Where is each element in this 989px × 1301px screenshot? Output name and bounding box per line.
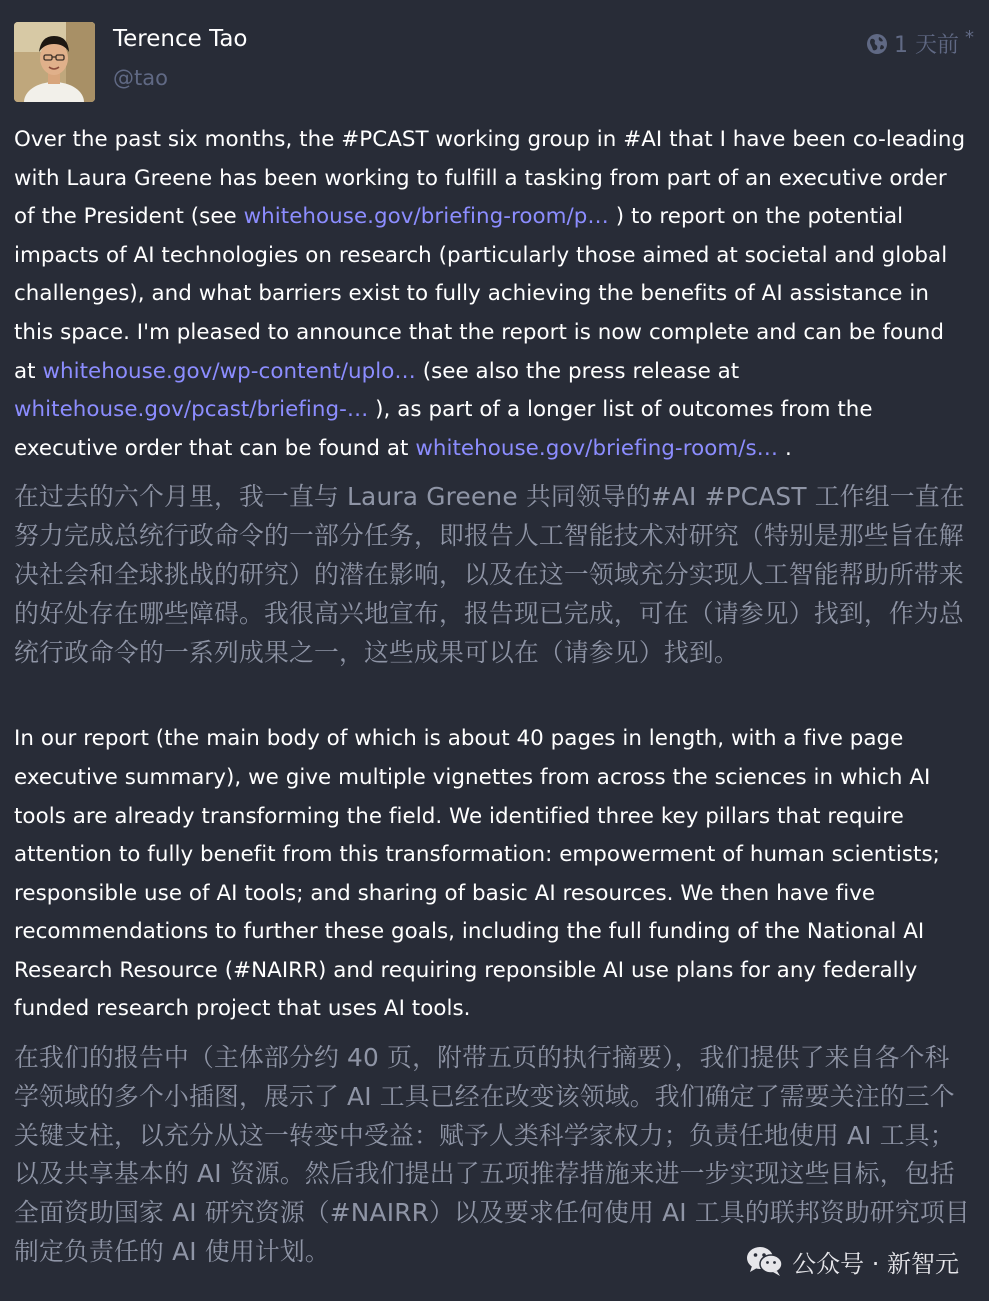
post-paragraph-2 [14,720,972,1029]
text-run: ), as part of a longer list of outcomes from the executive order that can be found at [14,397,873,461]
hashtag-pcast[interactable]: #PCAST [341,127,429,152]
display-name[interactable]: Terence Tao [113,26,248,52]
text-run: ) and requiring reponsible AI use plans for any federally funded research project that uses AI tools. [14,957,918,1022]
link-pcast-briefing[interactable]: whitehouse.gov/pcast/briefing-… [14,397,369,423]
spacer [14,672,972,720]
link-briefing-room-s[interactable]: whitehouse.gov/briefing-room/s… [415,435,779,461]
avatar-photo [14,22,95,102]
translation-paragraph-2: 在我们的报告中（主体部分约 40 页，附带五页的执行摘要），我们提供了来自各个科学领域的多个小插图，展示了 AI 工具已经在改变该领域。我们确定了需要关注的三个关键支柱，以充分从这一转变中受益：赋予人类科学家权力；负责任地使用 AI 工具；以及共享基本的 AI 资源。然后我们提出了五项推荐措施来进一步实现这些目标，包括全面资助国家 AI 研究资源（#NAIRR）以及要求任何使用 AI 工具的联邦资助研究项目制定负责任的 AI 使用计划。 [14,1043,970,1267]
spacer [14,1029,972,1039]
post-paragraph-1 [14,121,972,468]
post-header [14,22,974,102]
text-run: . [778,435,792,461]
hashtag-nairr[interactable]: #NAIRR [233,957,319,983]
link-wp-content[interactable]: whitehouse.gov/wp-content/uplo… [42,358,416,384]
avatar[interactable] [14,22,95,102]
text-run: Over the past six months, the [14,127,342,152]
hashtag-ai[interactable]: #AI [623,127,663,152]
text-run: ) to report on the potential impacts of AI technologies on research (particularly those aimed at societal and global challenges), and what barriers exist to fully achieving the benefits of AI assistance in this space. I'm pleased to announce that the report is now complete and can be found at [14,204,948,384]
spacer [14,468,972,478]
post-timestamp[interactable]: 1 天前 [894,33,959,58]
text-run: In our report (the main body of which is about 40 pages in length, with a five page executive summary), we give multiple vignettes from across the sciences in which AI tools are already transforming the field. We identified three key pillars that require attention to fully benefit from this transformation: empowerment of human scientists; responsible use of AI tools; and sharing of basic AI resources. We then have five recommendations to further these goals, including the full funding of the National AI Research Resource ( [14,726,940,983]
edited-indicator[interactable]: * [965,27,974,48]
translation-paragraph-1: 在过去的六个月里，我一直与 Laura Greene 共同领导的#AI #PCAST 工作组一直在努力完成总统行政命令的一部分任务，即报告人工智能技术对研究（特别是那些旨在解决社会和全球挑战的研究）的潜在影响，以及在这一领域充分实现人工智能帮助所带来的好处存在哪些障碍。我很高兴地宣布，报告现已完成，可在（请参见）找到，作为总统行政命令的一系列成果之一，这些成果可以在（请参见）找到。 [14,482,965,667]
link-briefing-room-p[interactable]: whitehouse.gov/briefing-room/p… [243,204,609,230]
text-run: (see also the press release at [415,358,740,384]
text-run: that I have been co-leading with Laura Greene has been working to fulfill a tasking from part of an executive order of the President (see [14,127,966,230]
account-handle[interactable]: @tao [113,66,168,90]
post-content [14,121,972,1272]
wechat-icon [746,1245,784,1277]
watermark-text: 公众号 · 新智元 [792,1249,959,1278]
post-meta [866,28,974,59]
globe-icon [866,33,888,55]
watermark [746,1243,959,1279]
text-run: working group in [428,127,624,152]
